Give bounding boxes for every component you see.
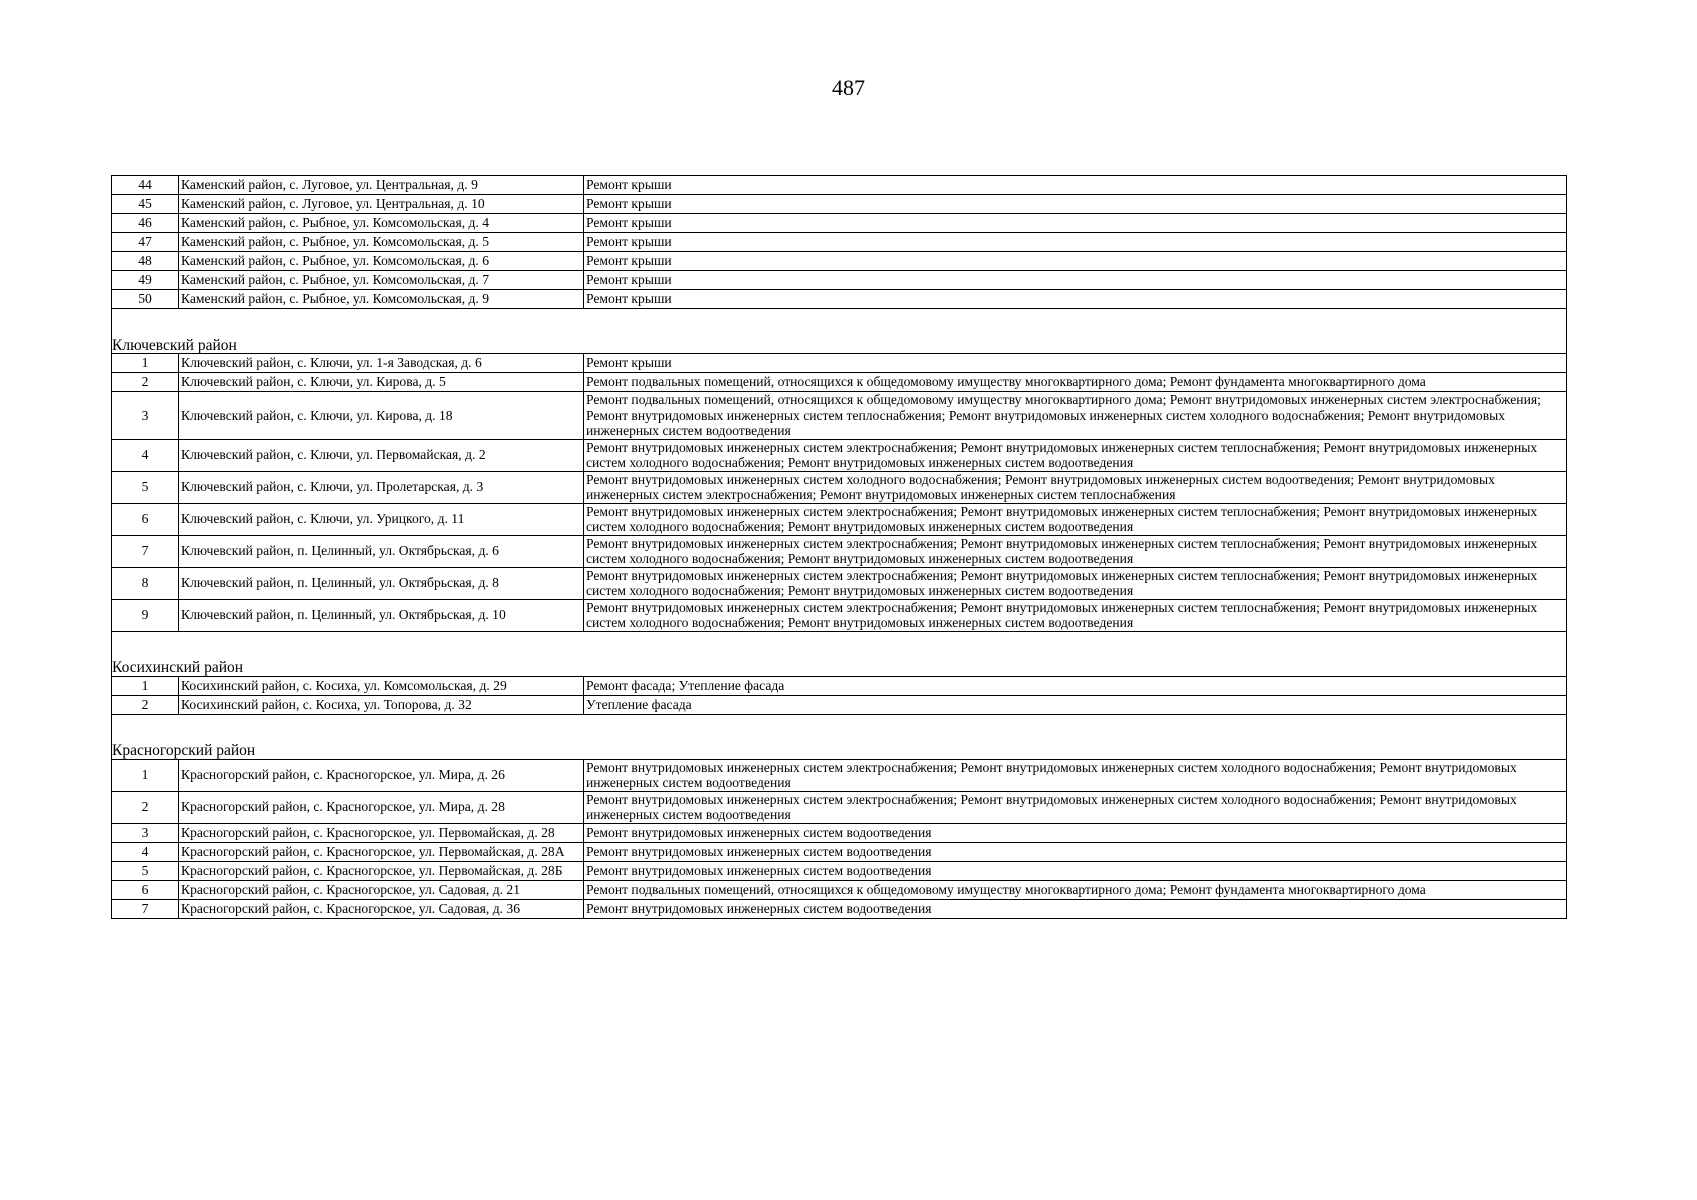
row-address: Ключевский район, с. Ключи, ул. Первомайская, д. 2 xyxy=(179,439,584,471)
row-address: Каменский район, с. Рыбное, ул. Комсомольская, д. 5 xyxy=(179,233,584,252)
table-row xyxy=(112,214,1567,233)
row-address: Красногорский район, с. Красногорское, ул. Первомайская, д. 28Б xyxy=(179,861,584,880)
row-number: 2 xyxy=(112,373,179,392)
row-work: Ремонт крыши xyxy=(584,271,1567,290)
row-address: Красногорский район, с. Красногорское, ул. Садовая, д. 21 xyxy=(179,880,584,899)
table-row xyxy=(112,392,1567,440)
table-row xyxy=(112,599,1567,631)
row-work: Ремонт внутридомовых инженерных систем водоотведения xyxy=(584,899,1567,918)
row-address: Ключевский район, с. Ключи, ул. 1-я Заводская, д. 6 xyxy=(179,354,584,373)
row-number: 1 xyxy=(112,676,179,695)
row-address: Ключевский район, с. Ключи, ул. Пролетарская, д. 3 xyxy=(179,471,584,503)
row-work: Ремонт подвальных помещений, относящихся к общедомовому имуществу многоквартирного дома; Ремонт внутридомовых инженерных систем электроснабжения; Ремонт внутридомовых инженерных систем теплоснабжения; Ремонт внутридомовых инженерных систем холодного водоснабжения; Ремонт внутридомовых инженерных систем водоотведения xyxy=(584,392,1567,440)
table-row xyxy=(112,233,1567,252)
row-number: 3 xyxy=(112,392,179,440)
section-gap xyxy=(112,714,1567,741)
row-number: 6 xyxy=(112,503,179,535)
row-address: Ключевский район, п. Целинный, ул. Октябрьская, д. 6 xyxy=(179,535,584,567)
table-row xyxy=(112,880,1567,899)
row-work: Ремонт внутридомовых инженерных систем электроснабжения; Ремонт внутридомовых инженерных систем холодного водоснабжения; Ремонт внутридомовых инженерных систем водоотведения xyxy=(584,759,1567,791)
row-address: Каменский район, с. Рыбное, ул. Комсомольская, д. 7 xyxy=(179,271,584,290)
row-number: 5 xyxy=(112,471,179,503)
row-address: Ключевский район, с. Ключи, ул. Кирова, д. 18 xyxy=(179,392,584,440)
row-number: 4 xyxy=(112,842,179,861)
row-address: Каменский район, с. Луговое, ул. Центральная, д. 10 xyxy=(179,195,584,214)
row-work: Ремонт внутридомовых инженерных систем электроснабжения; Ремонт внутридомовых инженерных систем холодного водоснабжения; Ремонт внутридомовых инженерных систем водоотведения xyxy=(584,791,1567,823)
row-number: 49 xyxy=(112,271,179,290)
table-row xyxy=(112,373,1567,392)
row-work: Ремонт внутридомовых инженерных систем электроснабжения; Ремонт внутридомовых инженерных систем теплоснабжения; Ремонт внутридомовых инженерных систем холодного водоснабжения; Ремонт внутридомовых инженерных систем водоотведения xyxy=(584,439,1567,471)
row-work: Ремонт внутридомовых инженерных систем водоотведения xyxy=(584,823,1567,842)
row-address: Каменский район, с. Луговое, ул. Центральная, д. 9 xyxy=(179,176,584,195)
row-number: 4 xyxy=(112,439,179,471)
row-work: Ремонт внутридомовых инженерных систем электроснабжения; Ремонт внутридомовых инженерных систем теплоснабжения; Ремонт внутридомовых инженерных систем холодного водоснабжения; Ремонт внутридомовых инженерных систем водоотведения xyxy=(584,503,1567,535)
row-number: 9 xyxy=(112,599,179,631)
table-row xyxy=(112,695,1567,714)
row-address: Каменский район, с. Рыбное, ул. Комсомольская, д. 9 xyxy=(179,290,584,309)
row-address: Ключевский район, п. Целинный, ул. Октябрьская, д. 8 xyxy=(179,567,584,599)
table-row xyxy=(112,471,1567,503)
row-work: Ремонт внутридомовых инженерных систем электроснабжения; Ремонт внутридомовых инженерных систем теплоснабжения; Ремонт внутридомовых инженерных систем холодного водоснабжения; Ремонт внутридомовых инженерных систем водоотведения xyxy=(584,599,1567,631)
row-work: Ремонт подвальных помещений, относящихся к общедомовому имуществу многоквартирного дома; Ремонт фундамента многоквартирного дома xyxy=(584,373,1567,392)
row-number: 1 xyxy=(112,759,179,791)
row-address: Ключевский район, с. Ключи, ул. Урицкого, д. 11 xyxy=(179,503,584,535)
section-title: Косихинский район xyxy=(112,658,1567,677)
row-number: 3 xyxy=(112,823,179,842)
table-row xyxy=(112,195,1567,214)
row-address: Косихинский район, с. Косиха, ул. Топорова, д. 32 xyxy=(179,695,584,714)
table-row xyxy=(112,759,1567,791)
row-number: 8 xyxy=(112,567,179,599)
row-number: 7 xyxy=(112,899,179,918)
row-number: 7 xyxy=(112,535,179,567)
row-address: Красногорский район, с. Красногорское, ул. Первомайская, д. 28 xyxy=(179,823,584,842)
row-work: Утепление фасада xyxy=(584,695,1567,714)
row-address: Красногорский район, с. Красногорское, ул. Садовая, д. 36 xyxy=(179,899,584,918)
row-address: Каменский район, с. Рыбное, ул. Комсомольская, д. 4 xyxy=(179,214,584,233)
table-row xyxy=(112,271,1567,290)
row-number: 1 xyxy=(112,354,179,373)
section-title: Красногорский район xyxy=(112,741,1567,760)
table-row xyxy=(112,823,1567,842)
section-header-row xyxy=(112,658,1567,677)
row-work: Ремонт внутридомовых инженерных систем холодного водоснабжения; Ремонт внутридомовых инженерных систем водоотведения; Ремонт внутридомовых инженерных систем электроснабжения; Ремонт внутридомовых инженерных систем теплоснабжения xyxy=(584,471,1567,503)
row-address: Красногорский район, с. Красногорское, ул. Первомайская, д. 28А xyxy=(179,842,584,861)
table-row xyxy=(112,899,1567,918)
row-address: Каменский район, с. Рыбное, ул. Комсомольская, д. 6 xyxy=(179,252,584,271)
section-header-row xyxy=(112,741,1567,760)
table-row xyxy=(112,290,1567,309)
section-gap xyxy=(112,631,1567,658)
row-number: 46 xyxy=(112,214,179,233)
row-work: Ремонт подвальных помещений, относящихся к общедомовому имуществу многоквартирного дома; Ремонт фундамента многоквартирного дома xyxy=(584,880,1567,899)
row-address: Ключевский район, п. Целинный, ул. Октябрьская, д. 10 xyxy=(179,599,584,631)
row-work: Ремонт внутридомовых инженерных систем электроснабжения; Ремонт внутридомовых инженерных систем теплоснабжения; Ремонт внутридомовых инженерных систем холодного водоснабжения; Ремонт внутридомовых инженерных систем водоотведения xyxy=(584,567,1567,599)
row-work: Ремонт внутридомовых инженерных систем водоотведения xyxy=(584,861,1567,880)
table-row xyxy=(112,503,1567,535)
row-number: 6 xyxy=(112,880,179,899)
table-row xyxy=(112,567,1567,599)
table-row xyxy=(112,535,1567,567)
row-work: Ремонт крыши xyxy=(584,290,1567,309)
row-work: Ремонт внутридомовых инженерных систем водоотведения xyxy=(584,842,1567,861)
table-row xyxy=(112,176,1567,195)
table-row xyxy=(112,676,1567,695)
section-header-row xyxy=(112,335,1567,354)
row-address: Красногорский район, с. Красногорское, ул. Мира, д. 28 xyxy=(179,791,584,823)
section-title: Ключевский район xyxy=(112,335,1567,354)
row-number: 50 xyxy=(112,290,179,309)
row-work: Ремонт крыши xyxy=(584,354,1567,373)
section-gap xyxy=(112,309,1567,336)
row-number: 45 xyxy=(112,195,179,214)
table-row xyxy=(112,354,1567,373)
row-work: Ремонт фасада; Утепление фасада xyxy=(584,676,1567,695)
row-work: Ремонт крыши xyxy=(584,233,1567,252)
row-work: Ремонт крыши xyxy=(584,176,1567,195)
table-row xyxy=(112,861,1567,880)
row-number: 2 xyxy=(112,791,179,823)
row-address: Красногорский район, с. Красногорское, ул. Мира, д. 26 xyxy=(179,759,584,791)
table-row xyxy=(112,842,1567,861)
repair-table xyxy=(111,175,1567,919)
row-work: Ремонт внутридомовых инженерных систем электроснабжения; Ремонт внутридомовых инженерных систем теплоснабжения; Ремонт внутридомовых инженерных систем холодного водоснабжения; Ремонт внутридомовых инженерных систем водоотведения xyxy=(584,535,1567,567)
row-number: 47 xyxy=(112,233,179,252)
row-work: Ремонт крыши xyxy=(584,214,1567,233)
table-row xyxy=(112,791,1567,823)
row-address: Косихинский район, с. Косиха, ул. Комсомольская, д. 29 xyxy=(179,676,584,695)
repair-table-body xyxy=(112,176,1567,919)
row-number: 44 xyxy=(112,176,179,195)
row-number: 48 xyxy=(112,252,179,271)
section-gap-cell xyxy=(112,309,1567,336)
table-row xyxy=(112,439,1567,471)
row-address: Ключевский район, с. Ключи, ул. Кирова, д. 5 xyxy=(179,373,584,392)
row-work: Ремонт крыши xyxy=(584,252,1567,271)
page-number: 487 xyxy=(832,75,865,100)
section-gap-cell xyxy=(112,631,1567,658)
row-work: Ремонт крыши xyxy=(584,195,1567,214)
row-number: 2 xyxy=(112,695,179,714)
row-number: 5 xyxy=(112,861,179,880)
section-gap-cell xyxy=(112,714,1567,741)
table-row xyxy=(112,252,1567,271)
